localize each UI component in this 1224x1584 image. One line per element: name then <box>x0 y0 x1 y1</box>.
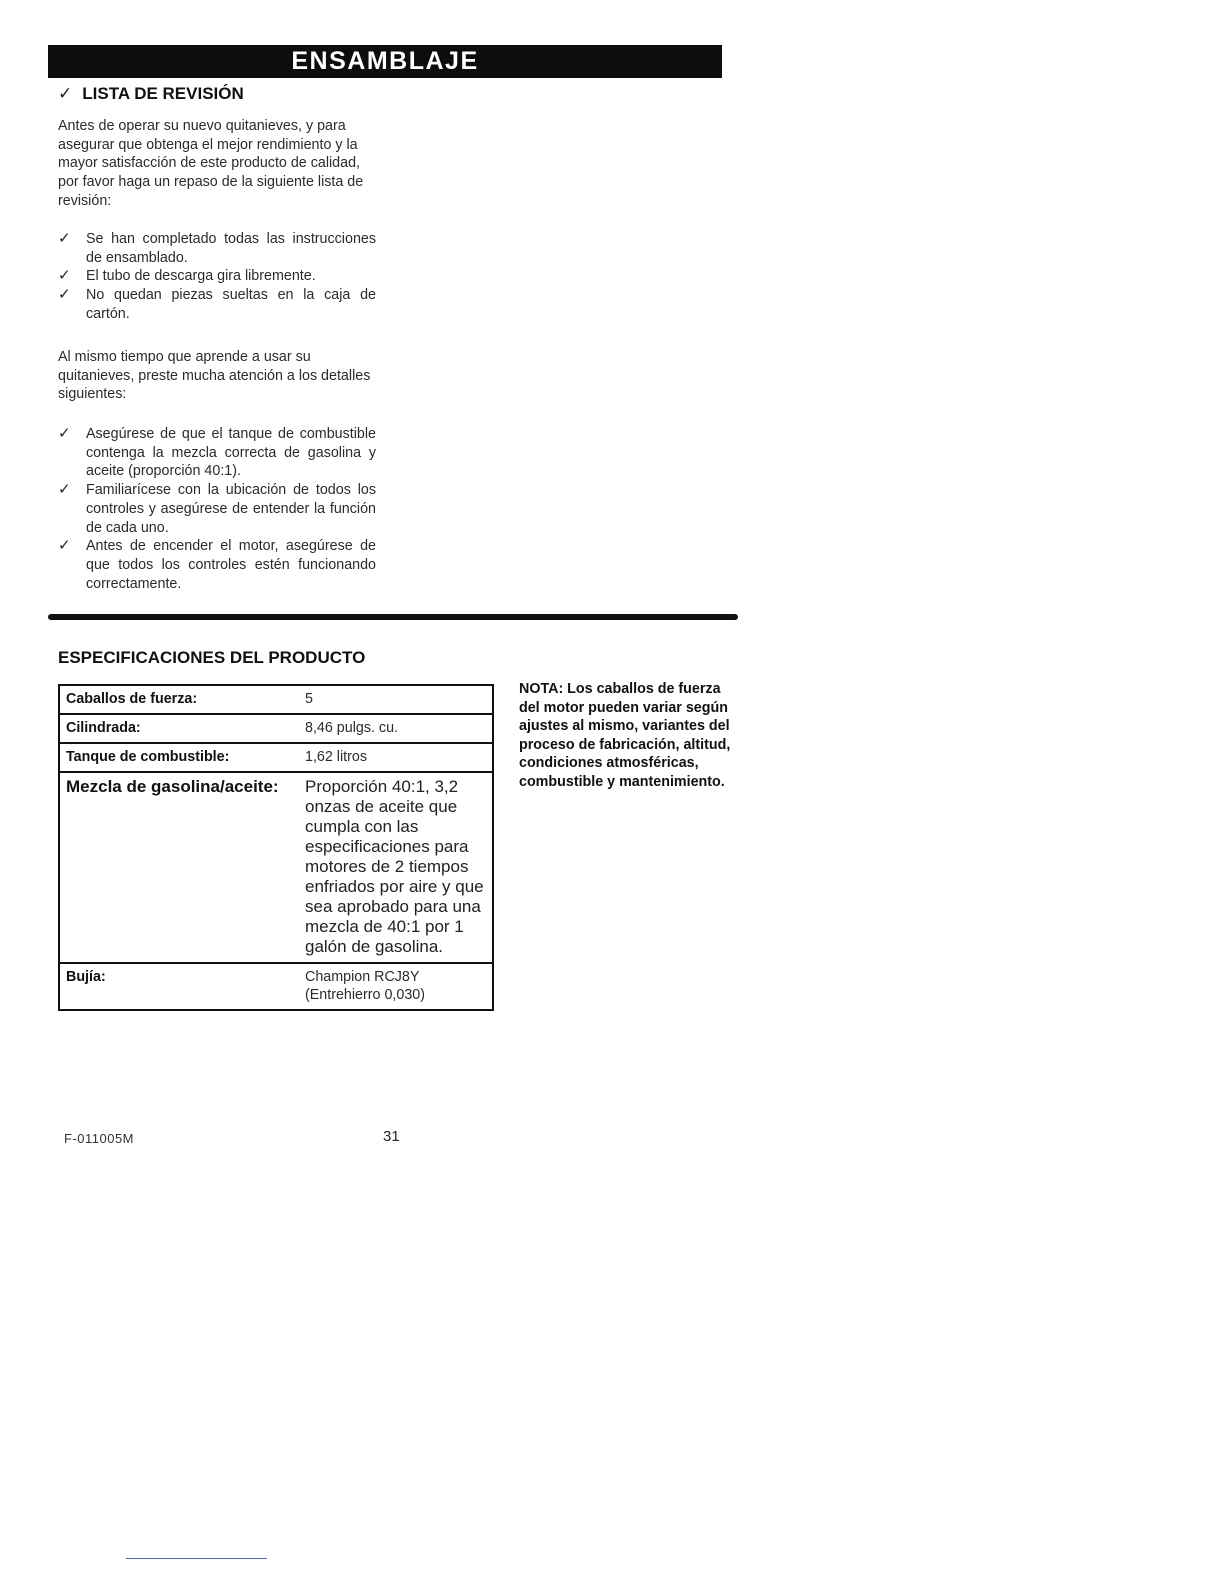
table-row <box>59 743 493 772</box>
spec-label: Bujía: <box>59 963 299 1010</box>
checkmark-icon: ✓ <box>58 267 71 285</box>
spec-value: 5 <box>305 691 313 707</box>
checkmark-icon: ✓ <box>58 84 73 103</box>
list-item: ✓ Se han completado todas las instrucciones de ensamblado. <box>58 230 376 266</box>
list-item: ✓ Familiarícese con la ubicación de todos los controles y asegúrese de entender la función de cada uno. <box>58 481 376 536</box>
spec-label: Mezcla de gasolina/aceite: <box>59 772 299 963</box>
list-item: ✓ No quedan piezas sueltas en la caja de cartón. <box>58 286 376 322</box>
checklist-list-1 <box>58 230 376 324</box>
specs-table <box>58 684 494 1011</box>
checklist-heading <box>58 84 244 104</box>
list-item: ✓ Antes de encender el motor, asegúrese de que todos los controles estén funcionando correctamente. <box>58 537 376 592</box>
checkmark-icon: ✓ <box>58 481 71 499</box>
list-item: ✓ El tubo de descarga gira libremente. <box>58 267 316 285</box>
checklist-intro: Antes de operar su nuevo quitanieves, y para asegurar que obtenga el mejor rendimiento y la mayor satisfacción de este producto de calidad, por favor haga un repaso de la siguiente lista de revisión: <box>58 118 364 209</box>
checklist-list-2 <box>58 425 376 593</box>
table-row <box>59 963 493 1010</box>
table-row <box>59 714 493 743</box>
checklist-title: LISTA DE REVISIÓN <box>82 84 244 103</box>
document-code: F-011005M <box>64 1131 135 1146</box>
spec-value: 1,62 litros <box>299 743 493 772</box>
spec-label: Tanque de combustible: <box>59 743 299 772</box>
specs-title: ESPECIFICACIONES DEL PRODUCTO <box>58 648 366 667</box>
section-banner: ENSAMBLAJE <box>48 45 722 78</box>
table-row <box>59 772 493 963</box>
checkmark-icon: ✓ <box>58 425 71 442</box>
checkmark-icon: ✓ <box>58 230 71 247</box>
spec-value: Proporción 40:1, 3,2 onzas de aceite que cumpla con las especificaciones para motores de 2 tiempos enfriados por aire y que sea aprobado para una mezcla de 40:1 por 1 galón de gasolina. <box>299 772 493 963</box>
bottom-rule <box>126 1558 267 1559</box>
checkmark-icon: ✓ <box>58 286 71 304</box>
specs-note: NOTA: Los caballos de fuerza del motor pueden variar según ajustes al mismo, variantes del proceso de fabricación, altitud, condiciones atmosféricas, combustible y mantenimiento. <box>519 681 731 790</box>
list-item: ✓ Asegúrese de que el tanque de combustible contenga la mezcla correcta de gasolina y aceite (proporción 40:1). <box>58 425 376 480</box>
spec-label: Cilindrada: <box>59 714 299 743</box>
section-divider <box>48 614 738 620</box>
checkmark-icon: ✓ <box>58 537 71 555</box>
spec-value: 8,46 pulgs. cu. <box>299 714 493 743</box>
spec-label: Caballos de fuerza: <box>66 691 198 707</box>
checklist-middle-text: Al mismo tiempo que aprende a usar su quitanieves, preste mucha atención a los detalles siguientes: <box>58 349 371 403</box>
table-row <box>59 685 493 714</box>
spec-value: Champion RCJ8Y (Entrehierro 0,030) <box>299 963 493 1010</box>
page-number: 31 <box>383 1128 400 1145</box>
